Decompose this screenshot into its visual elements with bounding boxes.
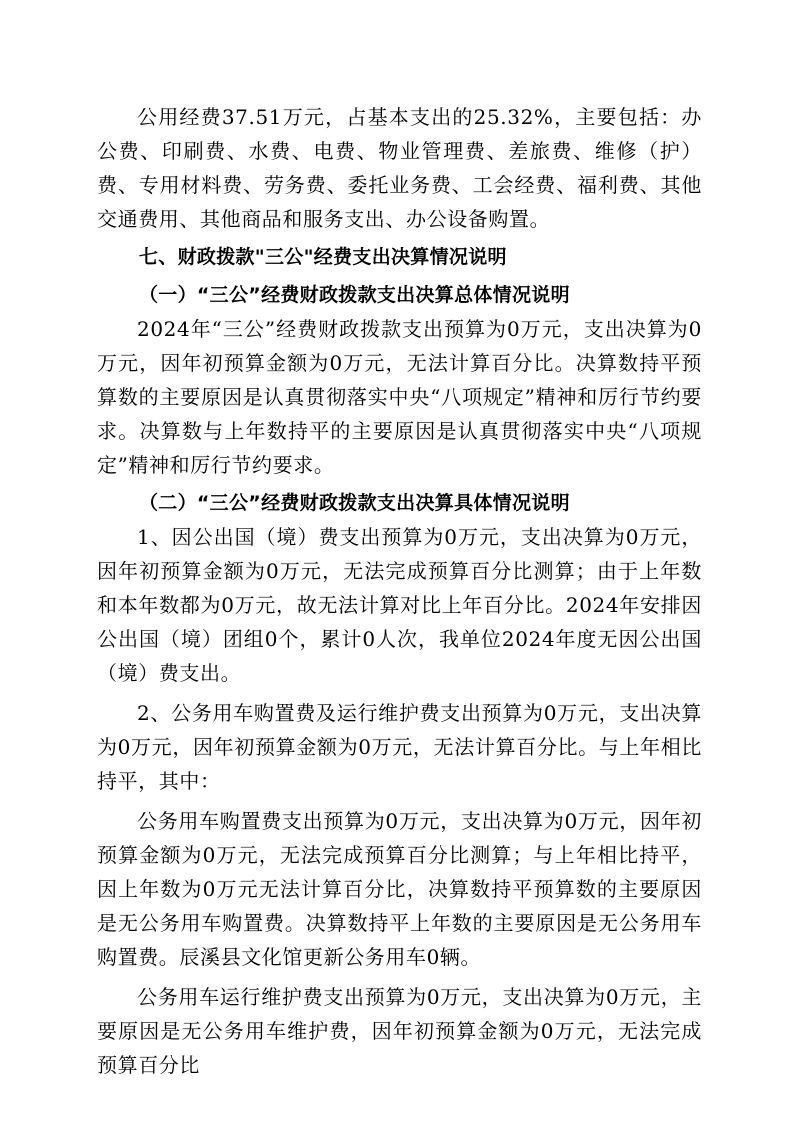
paragraph-overseas-travel: 1、因公出国（境）费支出预算为0万元，支出决算为0万元，因年初预算金额为0万元，无法完成预算百分比测算；由于上年数和本年数都为0万元，故无法计算对比上年百分比。2024年安排因公出国（境）团组0个，累计0人次，我单位2024年度无因公出国（境）费支出。: [97, 525, 702, 685]
section-heading-three-public-expenses: 七、财政拨款"三公"经费支出决算情况说明: [139, 246, 507, 268]
document-page: [97, 100, 702, 1082]
paragraph-vehicle-purchase: 公务用车购置费支出预算为0万元，支出决算为0万元，因年初预算金额为0万元，无法完成预算百分比测算；与上年相比持平，因上年数为0万元无法计算百分比，决算数持平预算数的主要原因是无公务用车购置费。决算数持平上年数的主要原因是无公务用车购置费。辰溪县文化馆更新公务用车0辆。: [97, 809, 702, 969]
paragraph-public-expenses: 公用经费37.51万元，占基本支出的25.32%，主要包括：办公费、印刷费、水费、电费、物业管理费、差旅费、维修（护）费、专用材料费、劳务费、委托业务费、工会经费、福利费、其他交通费用、其他商品和服务支出、办公设备购置。: [97, 105, 702, 231]
paragraph-vehicle-maintenance: 公务用车运行维护费支出预算为0万元，支出决算为0万元，主要原因是无公务用车维护费，因年初预算金额为0万元，无法完成预算百分比: [97, 985, 702, 1077]
subsection-heading-overall: （一）“三公”经费财政拨款支出决算总体情况说明: [139, 284, 570, 306]
subsection-heading-specific: （二）“三公”经费财政拨款支出决算具体情况说明: [139, 492, 570, 514]
paragraph-overall-description: 2024年“三公”经费财政拨款支出预算为0万元，支出决算为0万元，因年初预算金额为0万元，无法计算百分比。决算数持平预算数的主要原因是认真贯彻落实中央“八项规定”精神和厉行节约要求。决算数与上年数持平的主要原因是认真贯彻落实中央“八项规定”精神和厉行节约要求。: [97, 317, 702, 477]
paragraph-vehicle-expenses: 2、公务用车购置费及运行维护费支出预算为0万元，支出决算为0万元，因年初预算金额为0万元，无法计算百分比。与上年相比持平，其中：: [97, 701, 702, 793]
